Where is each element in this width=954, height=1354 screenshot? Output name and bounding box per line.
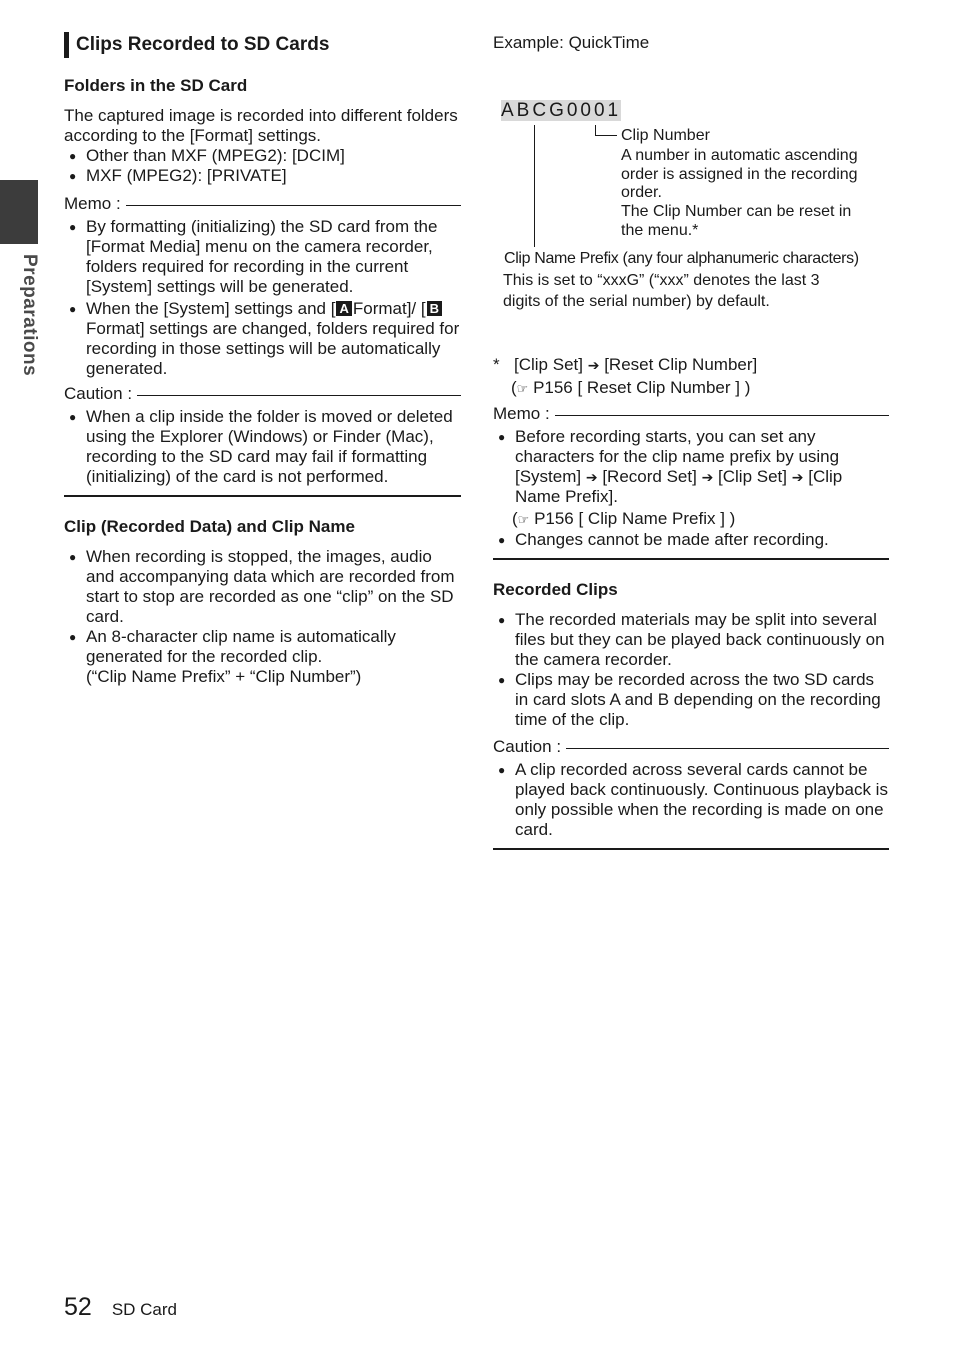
list-item: ● Changes cannot be made after recording.	[493, 530, 889, 550]
divider	[555, 415, 889, 416]
prefix-label: Clip Name Prefix (any four alphanumeric characters)	[504, 250, 859, 267]
menu-path: [Clip Set]	[514, 355, 583, 374]
arrow-right-icon: ➔	[587, 357, 600, 373]
menu-path: [Clip Set]	[718, 467, 788, 486]
memo-text: Format] settings are changed, folders required for recording in those settings will be automatically generated.	[86, 319, 460, 378]
number-pointer-line	[595, 135, 617, 136]
arrow-right-icon: ➔	[791, 469, 804, 485]
prefix-desc: This is set to “xxxG” (“xxx” denotes the last 3 digits of the serial number) by default.	[503, 272, 820, 310]
folders-heading: Folders in the SD Card	[64, 76, 248, 95]
clip-item-formula: (“Clip Name Prefix” + “Clip Number”)	[86, 667, 362, 686]
memo-header	[64, 194, 461, 214]
pointing-hand-icon: ☞	[516, 381, 529, 396]
memo-header	[493, 404, 889, 424]
caution-list	[64, 407, 461, 487]
caution-list	[493, 760, 889, 840]
folders-list	[64, 146, 461, 186]
format-b-icon: B	[427, 301, 442, 316]
memo-text: Format]/ [	[352, 299, 426, 318]
clip-number: 0001	[566, 100, 622, 121]
clip-number-reset: The Clip Number can be reset in the menu.*	[621, 203, 852, 239]
memo-label: Memo :	[493, 404, 550, 423]
prefix-pointer-line	[534, 125, 535, 247]
footnote-mark: *	[493, 355, 500, 374]
clip-heading: Clip (Recorded Data) and Clip Name	[64, 517, 355, 536]
list-item: ● Clips may be recorded across the two SD cards in card slots A and B depending on the recording time of the clip.	[493, 670, 889, 730]
divider	[126, 205, 461, 206]
list-item: ● By formatting (initializing) the SD card from the [Format Media] menu on the camera recorder, folders required for recording in the current [System] settings will be generated.	[64, 217, 461, 297]
folders-intro: The captured image is recorded into different folders according to the [Format] settings.	[64, 106, 458, 145]
divider	[493, 558, 889, 560]
menu-path: [Reset Clip Number]	[604, 355, 758, 374]
footnote: * [Clip Set] ➔ [Reset Clip Number] (☞ P156 [ Reset Clip Number ] )	[493, 355, 758, 397]
menu-path: [Record Set]	[602, 467, 697, 486]
caution-label: Caution :	[64, 384, 133, 403]
caution-header	[64, 384, 461, 404]
pointing-hand-icon: ☞	[517, 512, 530, 527]
divider	[64, 495, 461, 497]
caution-label: Caution :	[493, 737, 562, 756]
chapter-label: Preparations	[19, 254, 40, 377]
clip-prefix: ABCG	[501, 100, 567, 121]
example-label: Example: QuickTime	[493, 33, 650, 52]
page-reference[interactable]: P156 [ Reset Clip Number ] )	[533, 378, 751, 397]
right-column	[493, 32, 889, 850]
clip-list	[64, 547, 461, 687]
arrow-right-icon: ➔	[701, 469, 714, 485]
menu-path: [Clip Name Prefix].	[515, 467, 843, 506]
memo-text: When the [System] settings and [	[86, 299, 336, 318]
divider	[493, 848, 889, 850]
list-item	[64, 627, 461, 687]
list-item: ● A clip recorded across several cards cannot be played back continuously. Continuous playback is only possible when the recording is made on one card.	[493, 760, 889, 840]
arrow-right-icon: ➔	[585, 469, 598, 485]
list-item: ● When a clip inside the folder is moved or deleted using the Explorer (Windows) or Finder (Mac), recording to the SD card may fail if formatting (initializing) of the card is not performed.	[64, 407, 461, 487]
list-item: ● Before recording starts, you can set any characters for the clip name prefix by using [System] ➔ [Record Set] ➔ [Clip Set] ➔ [Clip Name Prefix]. (☞ P156 [ Clip Name Prefix ] )	[493, 427, 889, 530]
page-reference[interactable]: P156 [ Clip Name Prefix ] )	[534, 509, 736, 528]
memo-list	[493, 427, 889, 550]
page-number: 52	[64, 1293, 92, 1321]
footer-section: SD Card	[111, 1300, 177, 1319]
page-footer	[64, 1293, 177, 1322]
divider	[566, 748, 889, 749]
memo-label: Memo :	[64, 194, 121, 213]
section-title: Clips Recorded to SD Cards	[64, 32, 461, 58]
memo-text: Before recording starts, you can set any characters for the clip name prefix by using [System]	[515, 427, 840, 486]
clip-name-diagram	[493, 70, 889, 320]
format-a-icon: A	[336, 301, 351, 316]
list-item	[64, 299, 461, 379]
clip-item-text: ● An 8-character clip name is automatically generated for the recorded clip.	[86, 627, 396, 666]
caution-header	[493, 737, 889, 757]
memo-list	[64, 217, 461, 379]
clip-number-desc: A number in automatic ascending order is assigned in the recording order.	[621, 147, 858, 201]
list-item: ● Other than MXF (MPEG2): [DCIM]	[64, 146, 461, 166]
recorded-clips-list	[493, 610, 889, 730]
divider	[137, 395, 461, 396]
clip-name-example	[501, 99, 621, 123]
left-column	[64, 32, 461, 687]
list-item: ● MXF (MPEG2): [PRIVATE]	[64, 166, 461, 186]
recorded-clips-heading: Recorded Clips	[493, 580, 618, 599]
list-item: ● When recording is stopped, the images, audio and accompanying data which are recorded from start to stop are recorded as one “clip” on the SD card.	[64, 547, 461, 627]
number-pointer-line	[595, 125, 596, 135]
clip-number-label: Clip Number	[621, 127, 710, 144]
list-item: ● The recorded materials may be split into several files but they can be played back continuously on the camera recorder.	[493, 610, 889, 670]
chapter-tab	[0, 180, 38, 244]
